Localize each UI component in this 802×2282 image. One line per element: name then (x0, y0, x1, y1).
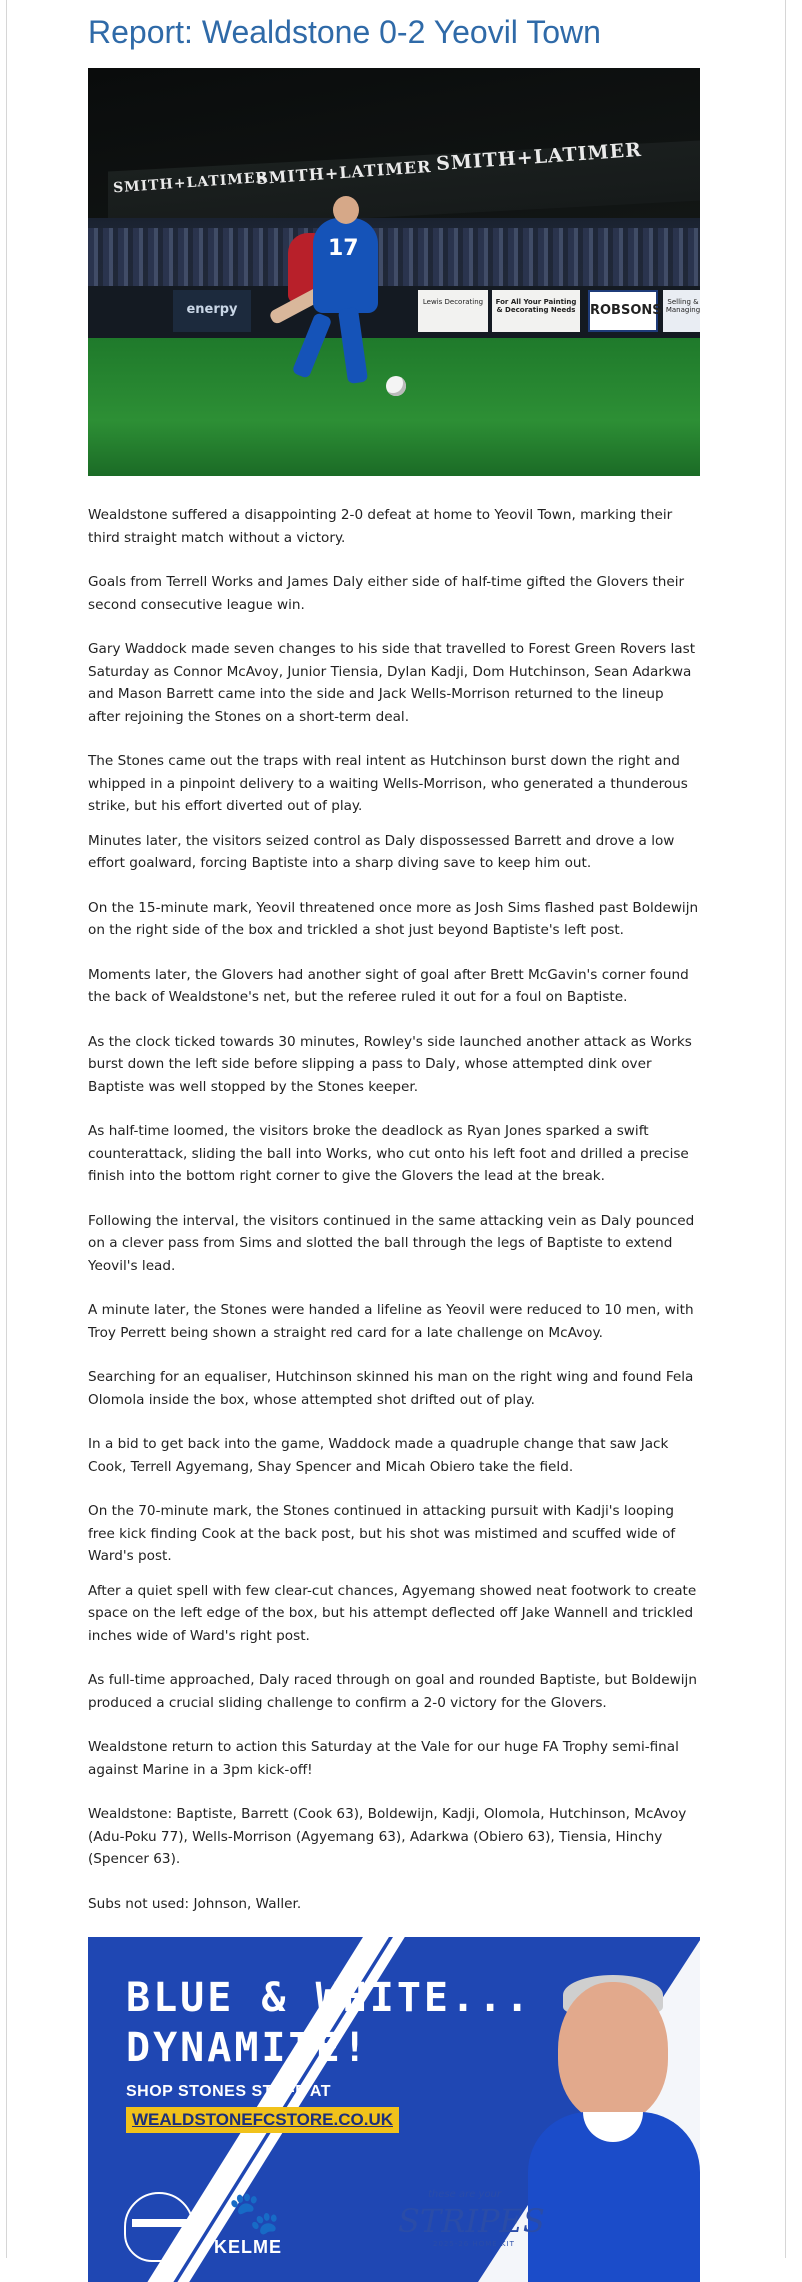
club-crest-band (132, 2219, 188, 2227)
paragraph: Moments later, the Glovers had another sight of goal after Brett McGavin's corner found the back of Wealdstone's net, but the referee ruled it out for a foul on Baptiste. (88, 966, 689, 1005)
sponsor-board: SMITH+LATIMER (255, 156, 433, 189)
subs-not-used: Subs not used: Johnson, Waller. (88, 1895, 302, 1912)
model-head (558, 1982, 668, 2122)
paragraph: Wealdstone return to action this Saturday at the Vale for our huge FA Trophy semi-final against Marine in a 3pm kick-off! (88, 1739, 679, 1778)
paragraph: As the clock ticked towards 30 minutes, Rowley's side launched another attack as Works burst down the left side before slipping a pass to Daly, whose attempted dink over Baptiste was well stopped by the Stones keeper. (88, 1033, 692, 1095)
shop-text: SHOP STONES STUFF AT (126, 2083, 331, 2100)
paragraph: Gary Waddock made seven changes to his side that travelled to Forest Green Rovers last Saturday as Connor McAvoy, Junior Tiensia, Dylan Kadji, Dom Hutchinson, Sean Adarkwa and Mason Barrett came into the side and Jack Wells-Morrison returned to the lineup after rejoining the Stones on a short-term deal. (88, 641, 696, 725)
match-photo (88, 68, 700, 476)
stripes-logo: STRIPES (398, 2202, 545, 2240)
football (386, 376, 406, 396)
banner-headline-line1: BLUE & WHITE... (126, 1975, 533, 2021)
article-container (88, 0, 700, 2282)
paragraph: Searching for an equaliser, Hutchinson skinned his man on the right wing and found Fela Olomola inside the box, whose attempted shot drifted out of play. (88, 1369, 694, 1408)
store-promo-banner[interactable] (88, 1937, 700, 2282)
shirt-number: 17 (328, 236, 359, 261)
paragraph: A minute later, the Stones were handed a lifeline as Yeovil were reduced to 10 men, with Troy Perrett being shown a straight red card for a late challenge on McAvoy. (88, 1302, 694, 1341)
paragraph: As half-time loomed, the visitors broke the deadlock as Ryan Jones sparked a swift counterattack, sliding the ball into Works, who cut onto his left foot and drilled a precise finish into the bottom right corner to give the Glovers the lead at the break. (88, 1123, 689, 1184)
pitch (88, 338, 700, 476)
paragraph: As full-time approached, Daly raced through on goal and rounded Baptiste, but Boldewijn produced a crucial sliding challenge to confirm a 2-0 victory for the Glovers. (88, 1672, 697, 1711)
ad-board: Selling & Managing (663, 290, 700, 332)
paragraph: On the 15-minute mark, Yeovil threatened once more as Josh Sims flashed past Boldewijn on the right side of the box and trickled a shot just beyond Baptiste's left post. (88, 899, 699, 938)
paragraph: After a quiet spell with few clear-cut chances, Agyemang showed neat footwork to create space on the left edge of the box, but his attempt deflected off Jake Wannell and trickled inches wide of Ward's right post. (88, 1582, 697, 1644)
club-crest-icon (124, 2192, 194, 2262)
paragraph: In a bid to get back into the game, Waddock made a quadruple change that saw Jack Cook, Terrell Agyemang, Shay Spencer and Micah Obiero take the field. (88, 1436, 669, 1475)
paragraph: Following the interval, the visitors continued in the same attacking vein as Daly pounced on a clever pass from Sims and slotted the ball through the legs of Baptiste to extend Yeovil's lead. (88, 1212, 695, 1274)
sponsor-board: SMITH+LATIMER (112, 169, 269, 197)
paragraph: Goals from Terrell Works and James Daly either side of half-time gifted the Glovers their second consecutive league win. (88, 574, 685, 613)
kelme-paw-icon: 🐾 (228, 2188, 281, 2237)
ad-board: enerpy (173, 290, 251, 332)
player-head (333, 196, 359, 224)
kit-caption: 2025-26 HOME KIT (433, 2240, 515, 2248)
lineup: Wealdstone: Baptiste, Barrett (Cook 63), Boldewijn, Kadji, Olomola, Hutchinson, McAvoy (Adu-Poku 77), Wells-Morrison (Agyemang 63), Adarkwa (Obiero 63), Tiensia, Hinchy (Spencer 63). (88, 1806, 687, 1867)
paragraph: The Stones came out the traps with real intent as Hutchinson burst down the right and whipped in a pinpoint delivery to a waiting Wells-Morrison, who generated a thunderous strike, but his effort diverted out of play. (88, 753, 688, 814)
banner-headline (126, 1973, 532, 2073)
ad-board: Lewis Decorating (418, 290, 488, 332)
sponsor-board: SMITH+LATIMER (435, 138, 643, 176)
wealdstone-player (313, 218, 378, 313)
paragraph: Wealdstone suffered a disappointing 2-0 defeat at home to Yeovil Town, marking their third straight match without a victory. (88, 507, 673, 546)
paragraph: On the 70-minute mark, the Stones continued in attacking pursuit with Kadji's looping free kick finding Cook at the back post, but his shot was mistimed and scuffed wide of Ward's post. (88, 1503, 676, 1564)
tagline-small: these are your (428, 2189, 502, 2200)
banner-headline-line2: DYNAMITE! (126, 2025, 370, 2071)
ad-board: ROBSONS (588, 290, 658, 332)
kit-brand-logo: KELME (214, 2237, 282, 2257)
article-title: Report: Wealdstone 0-2 Yeovil Town (88, 14, 601, 50)
store-link[interactable]: WEALDSTONEFCSTORE.CO.UK (126, 2107, 399, 2133)
article-body (88, 504, 700, 1915)
paragraph: Minutes later, the visitors seized control as Daly dispossessed Barrett and drove a low effort goalward, forcing Baptiste into a sharp diving save to keep him out. (88, 832, 675, 871)
ad-board: For All Your Painting & Decorating Needs (492, 290, 580, 332)
